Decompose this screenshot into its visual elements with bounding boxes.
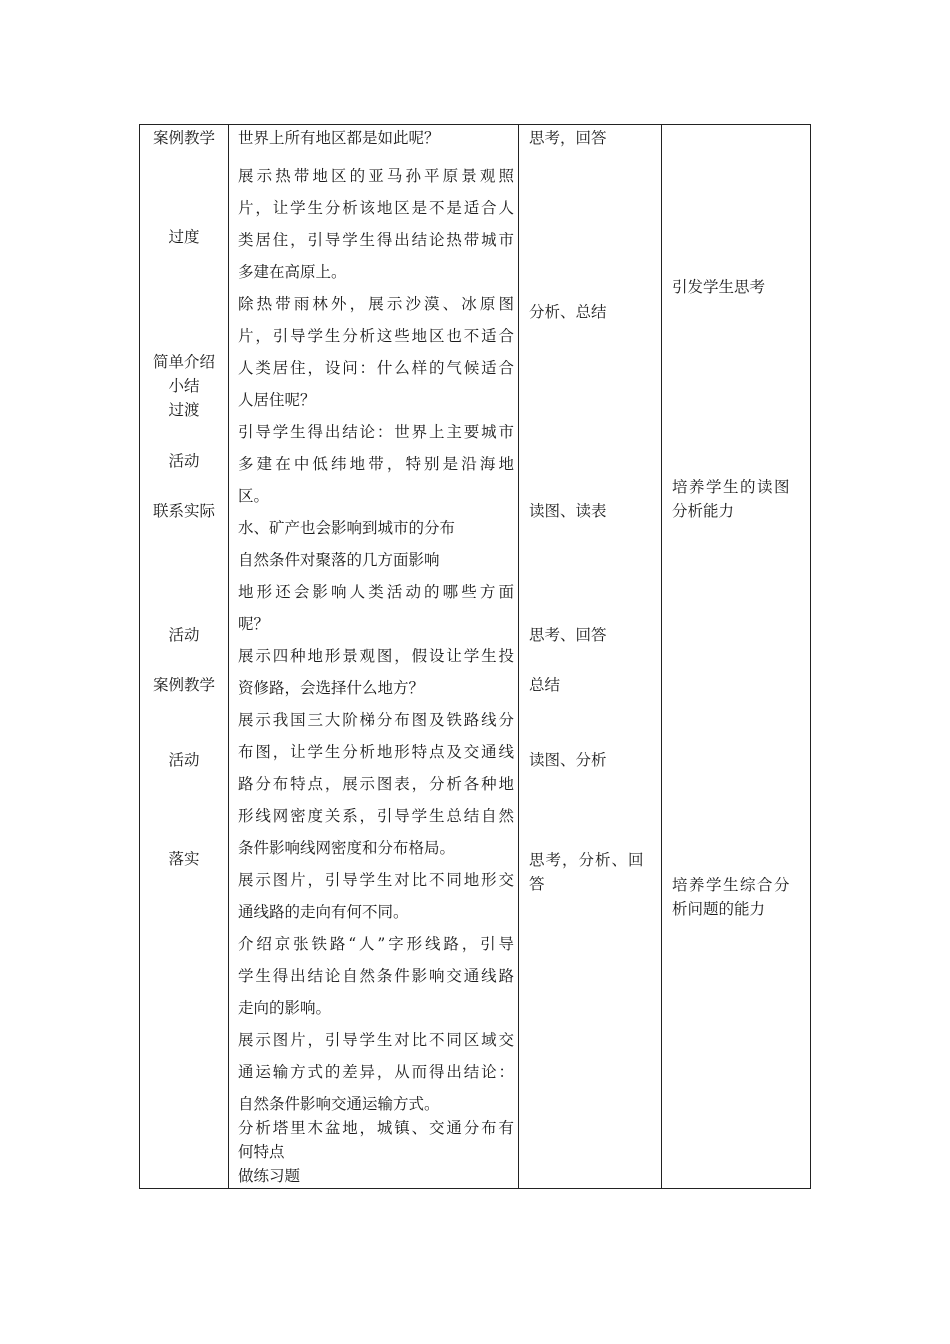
teacher-activity-line: 人居住呢？ <box>238 391 316 409</box>
design-intent: 培养学生综合分 <box>672 876 792 894</box>
design-intent: 分析能力 <box>672 502 735 520</box>
student-activity: 思考，分析、回 <box>529 851 645 869</box>
teacher-activity-line: 布图，让学生分析地形特点及交通线 <box>238 743 514 761</box>
teacher-activity-line: 介绍京张铁路“人”字形线路，引导 <box>238 935 514 953</box>
teacher-activity-line: 展示四种地形景观图，假设让学生投 <box>238 647 514 665</box>
stage-label: 小结 <box>168 377 200 395</box>
stage-label: 联系实际 <box>152 502 215 520</box>
lesson-table <box>139 124 811 1189</box>
teacher-activity-line: 通运输方式的差异，从而得出结论： <box>238 1063 514 1081</box>
teacher-activity-line: 自然条件影响交通运输方式。 <box>238 1095 440 1113</box>
teacher-activity-line: 片，让学生分析该地区是不是适合人 <box>238 199 514 217</box>
student-activity: 答 <box>529 875 545 893</box>
stage-label: 案例教学 <box>152 676 215 694</box>
student-activity: 读图、读表 <box>529 502 607 520</box>
student-activity: 思考、回答 <box>529 626 607 644</box>
column-divider <box>661 125 662 1188</box>
teacher-activity-line: 展示图片，引导学生对比不同地形交 <box>238 871 514 889</box>
teacher-activity-line: 除热带雨林外，展示沙漠、冰原图 <box>238 295 514 313</box>
stage-label: 过度 <box>168 228 200 246</box>
column-divider <box>518 125 519 1188</box>
teacher-activity-line: 类居住，引导学生得出结论热带城市 <box>238 231 514 249</box>
teacher-activity-line: 呢？ <box>238 615 270 633</box>
teacher-activity-line: 学生得出结论自然条件影响交通线路 <box>238 967 514 985</box>
teacher-activity-line: 路分布特点，展示图表，分析各种地 <box>238 775 514 793</box>
teacher-activity-line: 水、矿产也会影响到城市的分布 <box>238 519 456 537</box>
teacher-activity-line: 多建在高原上。 <box>238 263 347 281</box>
teacher-activity-line: 展示热带地区的亚马孙平原景观照 <box>238 167 514 185</box>
design-intent: 培养学生的读图 <box>672 478 792 496</box>
teacher-activity-line: 展示图片，引导学生对比不同区域交 <box>238 1031 514 1049</box>
design-intent: 析问题的能力 <box>672 900 766 918</box>
teacher-activity-line: 引导学生得出结论：世界上主要城市 <box>238 423 514 441</box>
design-intent: 引发学生思考 <box>672 278 766 296</box>
column-divider <box>228 125 229 1188</box>
teacher-activity-line: 自然条件对聚落的几方面影响 <box>238 551 440 569</box>
stage-label: 案例教学 <box>152 129 215 147</box>
teacher-activity-line: 分析塔里木盆地，城镇、交通分布有 <box>238 1119 514 1137</box>
teacher-activity-line: 条件影响线网密度和分布格局。 <box>238 839 456 857</box>
teacher-activity-line: 形线网密度关系，引导学生总结自然 <box>238 807 514 825</box>
student-activity: 分析、总结 <box>529 303 607 321</box>
teacher-activity-line: 世界上所有地区都是如此呢？ <box>238 129 440 147</box>
teacher-activity-line: 资修路，会选择什么地方？ <box>238 679 425 697</box>
stage-label: 落实 <box>168 850 200 868</box>
stage-label: 过渡 <box>168 401 200 419</box>
stage-label: 活动 <box>168 452 200 470</box>
student-activity: 总结 <box>529 676 561 694</box>
teacher-activity-line: 通线路的走向有何不同。 <box>238 903 409 921</box>
teacher-activity-line: 走向的影响。 <box>238 999 332 1017</box>
teacher-activity-line: 区。 <box>238 487 270 505</box>
teacher-activity-line: 人类居住，设问：什么样的气候适合 <box>238 359 514 377</box>
teacher-activity-line: 展示我国三大阶梯分布图及铁路线分 <box>238 711 514 729</box>
stage-label: 活动 <box>168 751 200 769</box>
teacher-activity-line: 多建在中低纬地带，特别是沿海地 <box>238 455 514 473</box>
student-activity: 读图、分析 <box>529 751 607 769</box>
teacher-activity-line: 地形还会影响人类活动的哪些方面 <box>238 583 514 601</box>
student-activity: 思考，回答 <box>529 129 607 147</box>
teacher-activity-line: 何特点 <box>238 1143 285 1161</box>
stage-label: 简单介绍 <box>152 353 215 371</box>
teacher-activity-line: 做练习题 <box>238 1167 301 1185</box>
stage-label: 活动 <box>168 626 200 644</box>
teacher-activity-line: 片，引导学生分析这些地区也不适合 <box>238 327 514 345</box>
